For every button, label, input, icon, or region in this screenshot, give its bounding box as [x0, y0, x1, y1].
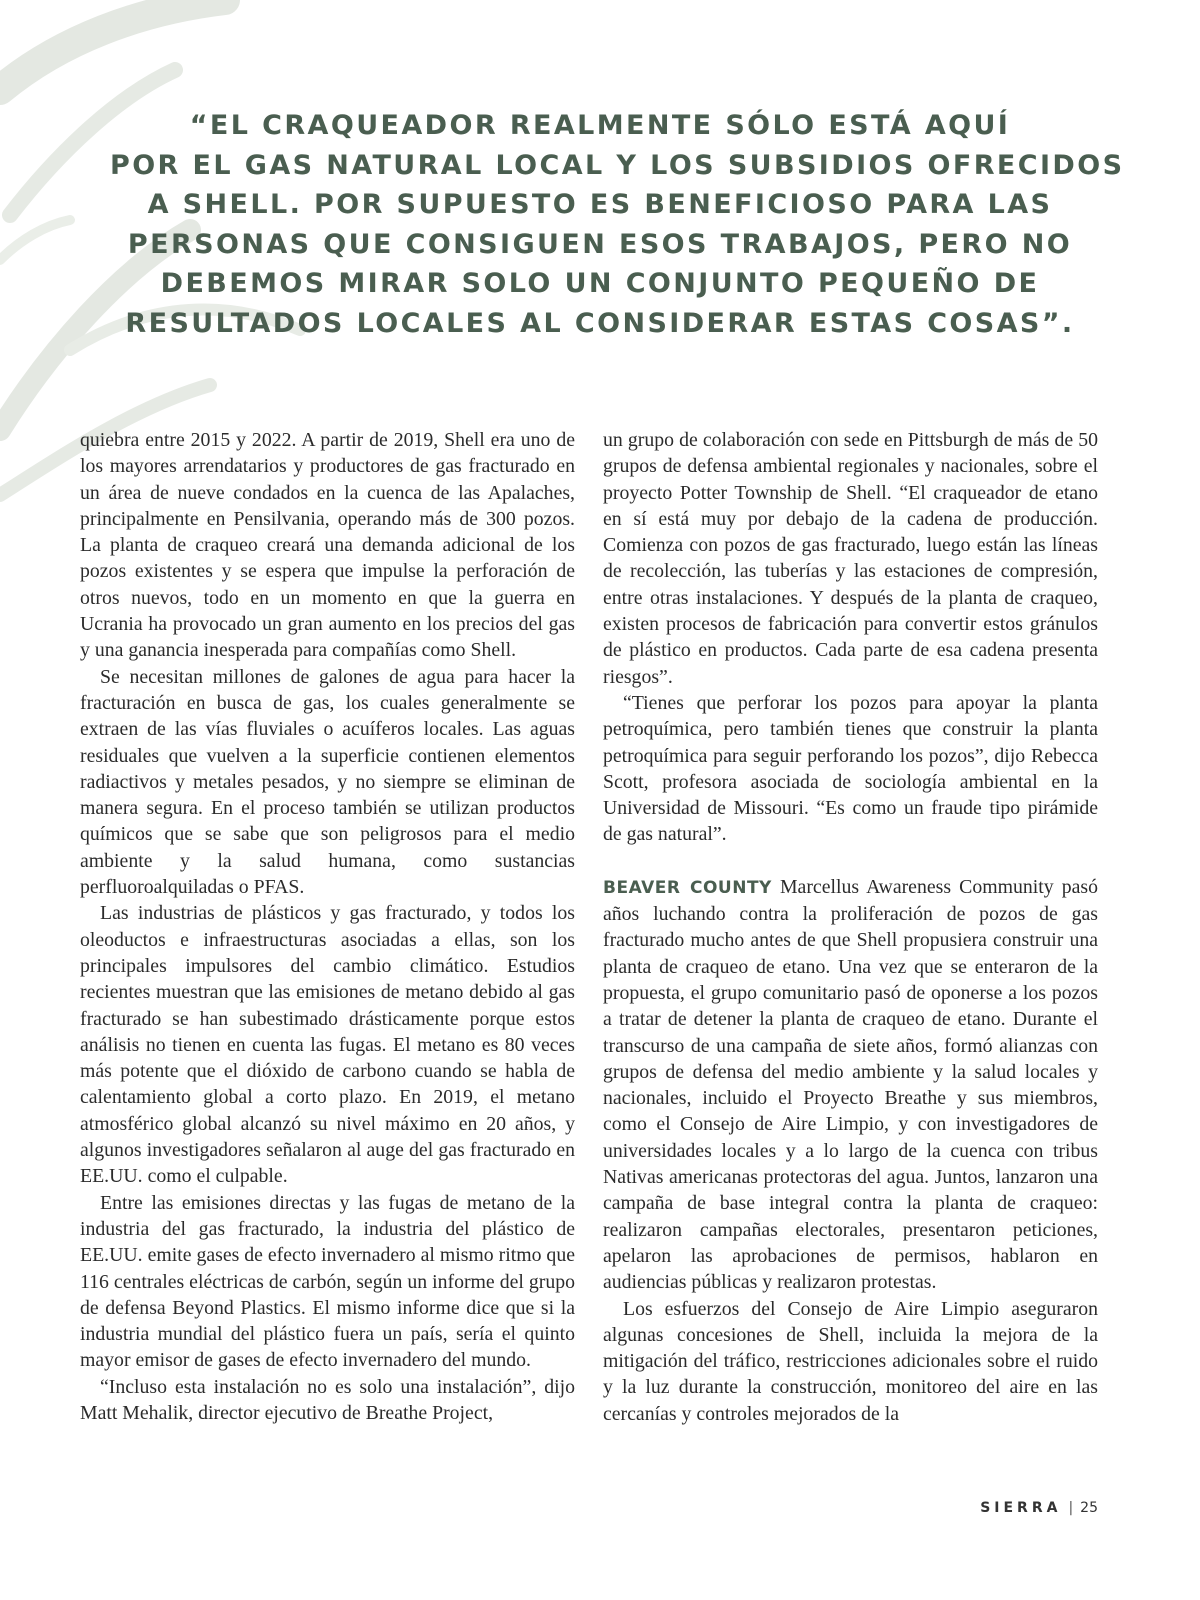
paragraph: Se necesitan millones de galones de agua para hacer la fracturación en busca de gas, los cuales generalmente se extraen de las vías fluviales o acuíferos locales. Las aguas residuales que vuelven a la superficie contienen elementos radiactivos y metales pesados, y no siempre se eliminan de manera segura. En el proceso también se utilizan productos químicos que se sabe que son peligrosos para el medio ambiente y la salud humana, como sustancias perfluoroalquiladas o PFAS. — [80, 665, 575, 899]
page-folio — [980, 1500, 1098, 1516]
pull-quote — [110, 106, 1125, 343]
pull-quote-line: RESULTADOS LOCALES AL CONSIDERAR ESTAS COSAS”. — [125, 307, 1075, 339]
article-right-column — [603, 427, 1098, 1427]
pull-quote-line: “EL CRAQUEADOR REALMENTE SÓLO ESTÁ AQUÍ — [189, 110, 1011, 141]
paragraph: “Incluso esta instalación no es solo una instalación”, dijo Matt Mehalik, director ejecutivo de Breathe Project, — [80, 1375, 575, 1424]
page-number: 25 — [1080, 1500, 1098, 1516]
pull-quote-line: A SHELL. POR SUPUESTO ES BENEFICIOSO PARA LAS — [147, 189, 1053, 220]
paragraph: un grupo de colaboración con sede en Pittsburgh de más de 50 grupos de defensa ambiental regionales y nacionales, sobre el proyecto Potter Township de Shell. “El craqueador de etano en sí está muy por debajo de la cadena de producción. Comienza con pozos de gas fracturado, luego están las líneas de recolección, las tuberías y las estaciones de compresión, entre otras instalaciones. Y después de la planta de craqueo, existen procesos de fabricación para convertir estos gránulos de plástico en productos. Cada parte de esa cadena presenta riesgos”. — [603, 429, 1098, 688]
section-paragraph — [603, 874, 1098, 1296]
paragraph: Las industrias de plásticos y gas fracturado, y todos los oleoductos e infraestructuras asociadas a ellas, son los principales impulsores del cambio climático. Estudios recientes muestran que las emisiones de metano debido al gas fracturado se han subestimado drásticamente porque estos análisis no tienen en cuenta las fugas. El metano es 80 veces más potente que el dióxido de carbono cuando se habla de calentamiento global a corto plazo. En 2019, el metano atmosférico global alcanzó su nivel máximo en 20 años, y algunos investigadores señalaron al auge del gas fracturado en EE.UU. como el culpable. — [80, 902, 575, 1188]
paragraph: “Tienes que perforar los pozos para apoyar la planta petroquímica, pero también tienes que construir la planta petroquímica para seguir perforando los pozos”, dijo Rebecca Scott, profesora asociada de sociología ambiental en la Universidad de Missouri. “Es como un fraude tipo pirámide de gas natural”. — [603, 691, 1098, 846]
article-left-column — [80, 427, 575, 1426]
pull-quote-line: DEBEMOS MIRAR SOLO UN CONJUNTO PEQUEÑO DE — [160, 268, 1040, 299]
paragraph: Los esfuerzos del Consejo de Aire Limpio aseguraron algunas concesiones de Shell, incluida la mejora de la mitigación del tráfico, restricciones adicionales sobre el ruido y la luz durante la construcción, monitoreo del aire en las cercanías y controles mejorados de la — [603, 1297, 1098, 1425]
folio-separator: | — [1068, 1500, 1074, 1516]
paragraph: Entre las emisiones directas y las fugas de metano de la industria del gas fracturado, la industria del plástico de EE.UU. emite gases de efecto invernadero al mismo ritmo que 116 centrales eléctricas de carbón, según un informe del grupo de defensa Beyond Plastics. El mismo informe dice que si la industria mundial del plástico fuera un país, sería el quinto mayor emisor de gases de efecto invernadero del mundo. — [80, 1191, 575, 1372]
paragraph: quiebra entre 2015 y 2022. A partir de 2019, Shell era uno de los mayores arrendatarios y productores de gas fracturado en un área de nueve condados en la cuenca de las Apalaches, principalmente en Pensilvania, operando más de 300 pozos. La planta de craqueo creará una demanda adicional de los pozos existentes y se espera que impulse la perforación de otros nuevos, todo en un momento en que la guerra en Ucrania ha provocado un gran aumento en los precios del gas y una ganancia inesperada para compañías como Shell. — [80, 429, 575, 662]
pull-quote-line: POR EL GAS NATURAL LOCAL Y LOS SUBSIDIOS OFRECIDOS — [110, 149, 1125, 181]
section-lead-in: BEAVER COUNTY — [603, 877, 772, 898]
pull-quote-line: PERSONAS QUE CONSIGUEN ESOS TRABAJOS, PERO NO — [127, 228, 1073, 260]
magazine-name: SIERRA — [980, 1500, 1062, 1516]
paragraph-body: Marcellus Awareness Community pasó años luchando contra la proliferación de pozos de gas fracturado mucho antes de que Shell propusiera construir una planta de craqueo de etano. Una vez que se enteraron de la propuesta, el grupo comunitario pasó de oponerse a los pozos a tratar de detener la planta de craqueo de etano. Durante el transcurso de una campaña de siete años, formó alianzas con grupos de defensa del medio ambiente y la salud locales y nacionales, incluido el Proyecto Breathe y sus miembros, como el Consejo de Aire Limpio, y con investigadores de universidades locales y a lo largo de la cuenca con tribus Nativas americanas protectoras del agua. Juntos, lanzaron una campaña de base integral contra la planta de craqueo: realizaron campañas electorales, presentaron peticiones, apelaron las aprobaciones de permisos, hablaron en audiencias públicas y realizaron protestas. — [603, 875, 1098, 1294]
